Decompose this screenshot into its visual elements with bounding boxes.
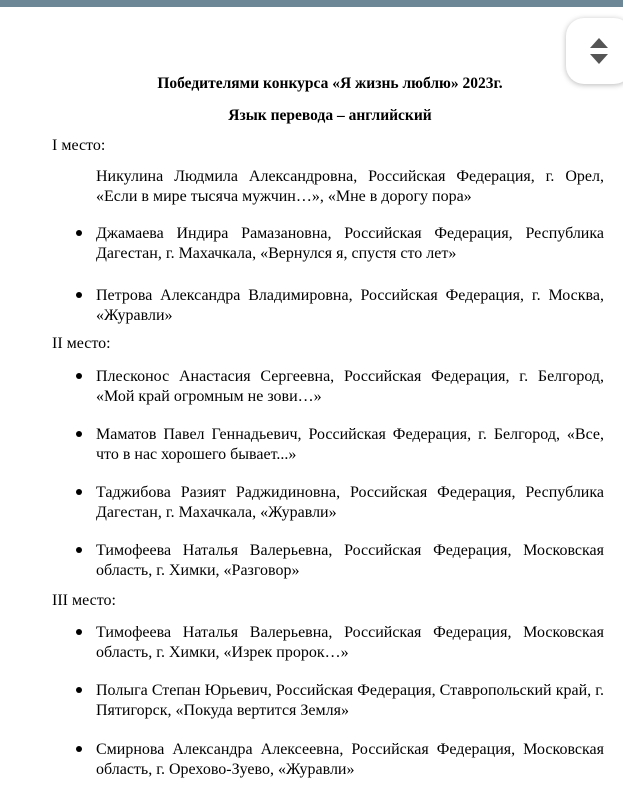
bullet-icon [76,292,82,298]
winner-entry: Смирнова Александра Алексеевна, Российская Федерация, Московская область, г. Орехово-Зуево, «Журавли» [96,741,604,778]
winner-entry: Тимофеева Наталья Валерьевна, Российская Федерация, Московская область, г. Химки, «Изрек пророк…» [96,624,604,661]
winner-entry: Джамаева Индира Рамазановна, Российская Федерация, Республика Дагестан, г. Махачкала, «Вернулся я, спустя сто лет» [96,225,604,262]
winner-entry: Тимофеева Наталья Валерьевна, Российская Федерация, Московская область, г. Химки, «Разговор» [96,542,604,579]
place-heading-first: I место: [52,137,106,154]
down-arrow-icon [590,54,608,64]
bullet-icon [76,230,82,236]
bullet-icon [76,547,82,553]
winner-entry: Плесконос Анастасия Сергеевна, Российская Федерация, г. Белгород, «Мой край огромным не зови…» [96,368,604,405]
winner-entry: Маматов Павел Геннадьевич, Российская Федерация, г. Белгород, «Все, что в нас хорошего бывает...» [96,426,604,463]
bullet-icon [76,373,82,379]
document-subtitle: Язык перевода – английский [228,107,432,124]
bullet-icon [76,746,82,752]
place-heading-second: II место: [52,335,111,352]
winner-entry: Никулина Людмила Александровна, Российская Федерация, г. Орел, «Если в мире тысяча мужчин…», «Мне в дорогу пора» [96,168,604,205]
up-arrow-icon [590,38,608,48]
bullet-icon [76,431,82,437]
scroll-button[interactable] [566,18,623,84]
winner-entry: Полыга Степан Юрьевич, Российская Федерация, Ставропольский край, г. Пятигорск, «Покуда вертится Земля» [96,682,604,719]
place-heading-third: III место: [52,592,116,609]
winner-entry: Петрова Александра Владимировна, Российская Федерация, г. Москва, «Журавли» [96,287,604,324]
bullet-icon [76,629,82,635]
document-title: Победителями конкурса «Я жизнь люблю» 2023г. [157,75,503,92]
bullet-icon [76,489,82,495]
winner-entry: Таджибова Разият Раджидиновна, Российская Федерация, Республика Дагестан, г. Махачкала, «Журавли» [96,484,604,521]
bullet-icon [76,687,82,693]
